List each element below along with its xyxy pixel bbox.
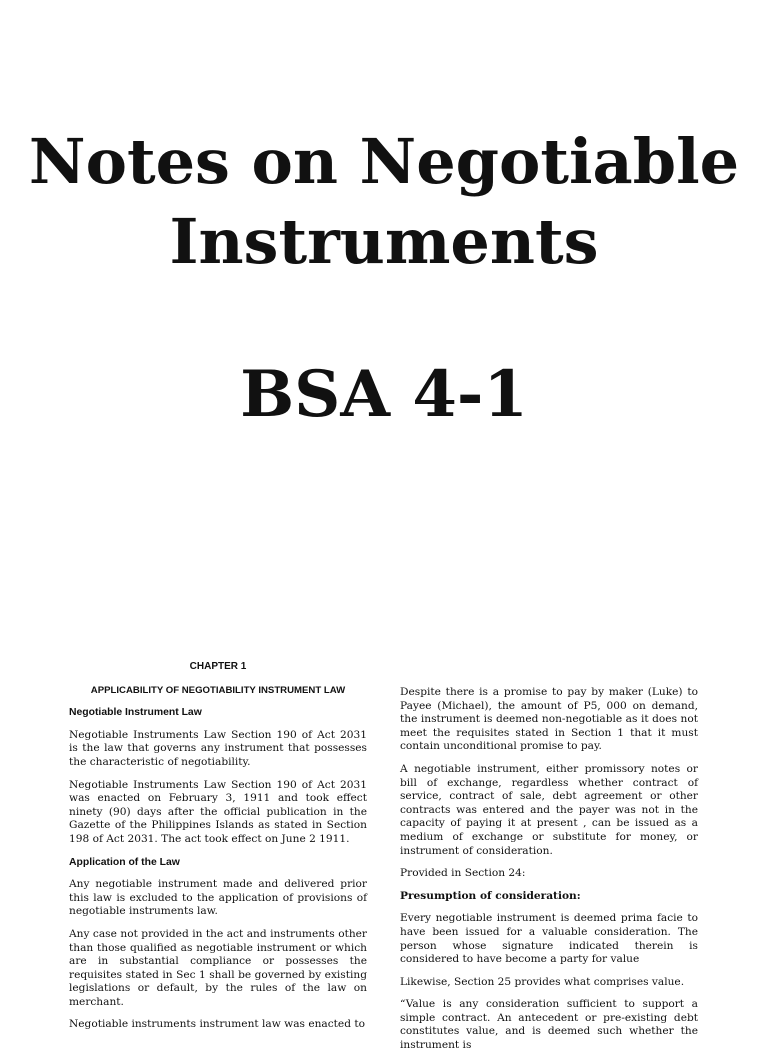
cover-title <box>0 122 768 282</box>
section-heading: Negotiable Instrument Law <box>69 707 202 719</box>
left-column <box>69 660 367 1041</box>
paragraph: A negotiable instrument, either promissory notes or bill of exchange, regardless whether contract of service, contract of sale, debt agreement or other contracts was entered and the payer was not in the capacity of paying it at present , can be issued as a medium of exchange or substitute for money, or instrument of consideration. <box>400 762 698 857</box>
paragraph: “Value is any consideration sufficient to support a simple contract. An antecedent or pre-existing debt constitutes value, and is deemed such whether the instrument is <box>400 998 698 1052</box>
right-column <box>400 686 698 1062</box>
paragraph: Negotiable Instruments Law Section 190 of Act 2031 was enacted on February 3, 1911 and took effect ninety (90) days after the official publication in the Gazette of the Philippines Islands as stated in Section 198 of Act 2031. The act took effect on June 2 1911. <box>69 778 367 845</box>
cover-subtitle: BSA 4-1 <box>240 357 528 432</box>
paragraph: Any case not provided in the act and instruments other than those qualified as negotiable instrument or which are in substantial compliance or possesses the requisites stated in Sec 1 shall be governed by existing legislations or default, by the rules of the law on merchant. <box>69 927 367 1008</box>
cover-title-line-1: Notes on Negotiable <box>28 125 740 198</box>
section-heading: Application of the Law <box>69 856 180 868</box>
chapter-title: APPLICABILITY OF NEGOTIABILITY INSTRUMENT LAW <box>90 684 346 696</box>
paragraph: Every negotiable instrument is deemed prima facie to have been issued for a valuable consideration. The person whose signature indicated therein is considered to have become a party for value <box>400 912 698 966</box>
paragraph: Likewise, Section 25 provides what comprises value. <box>400 975 685 988</box>
paragraph: Any negotiable instrument made and delivered prior this law is excluded to the application of provisions of negotiable instruments law. <box>69 878 367 918</box>
section-heading: Presumption of consideration: <box>400 889 581 902</box>
cover-title-line-2: Instruments <box>169 205 599 278</box>
paragraph: Negotiable Instruments Law Section 190 of Act 2031 is the law that governs any instrument that possesses the characteristic of negotiability. <box>69 728 367 768</box>
chapter-label: CHAPTER 1 <box>189 661 247 672</box>
paragraph: Negotiable instruments instrument law was enacted to <box>69 1018 365 1031</box>
paragraph: Despite there is a promise to pay by maker (Luke) to Payee (Michael), the amount of P5, 000 on demand, the instrument is deemed non-negotiable as it does not meet the requisites stated in Section 1 that it must contain unconditional promise to pay. <box>400 686 698 753</box>
paragraph: Provided in Section 24: <box>400 867 526 880</box>
